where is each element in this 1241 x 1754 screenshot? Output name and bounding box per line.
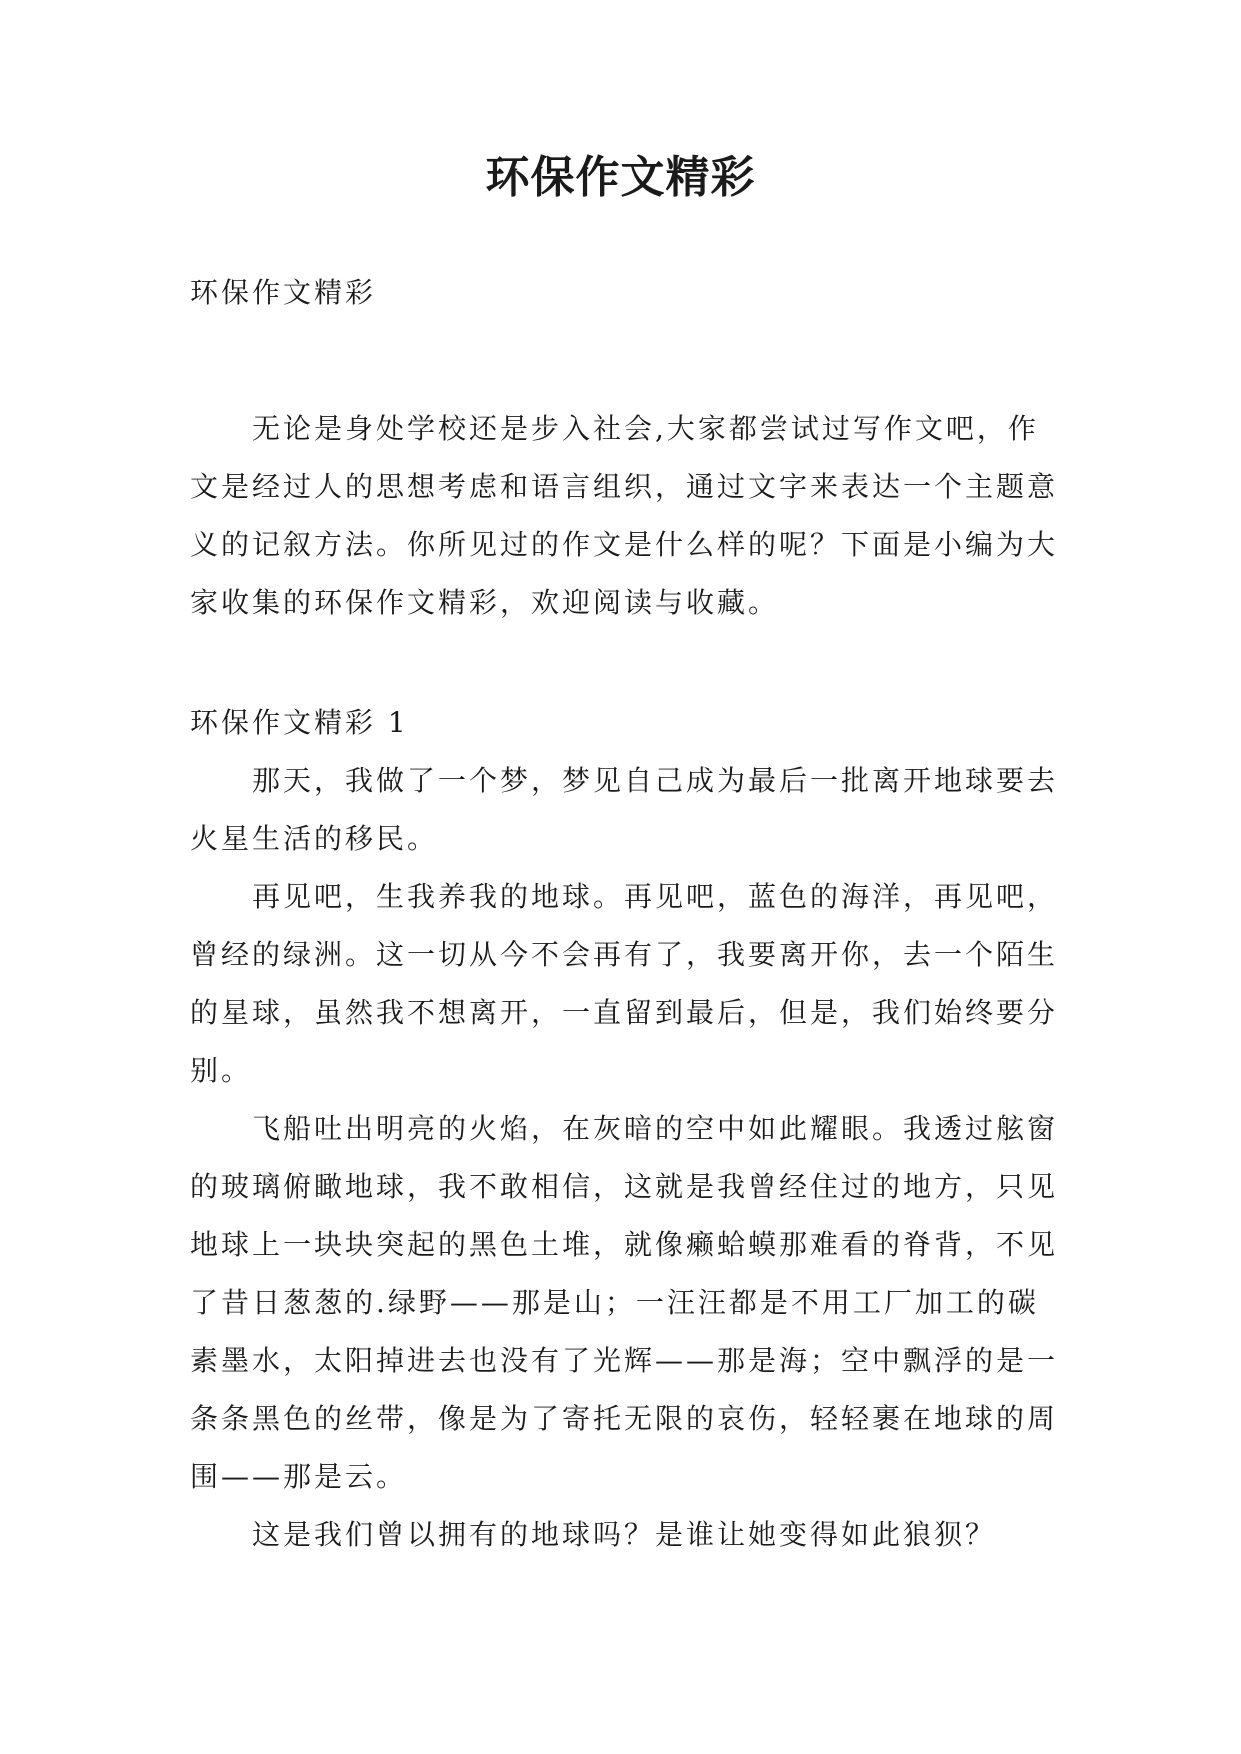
document-subtitle: 环保作文精彩 [190, 276, 377, 309]
essay-paragraph-2: 再见吧，生我养我的地球。再见吧，蓝色的海洋，再见吧，曾经的绿洲。这一切从今不会再有了，我要离开你，去一个陌生的星球，虽然我不想离开，一直留到最后，但是，我们始终要分别。 [190, 880, 1059, 1087]
section-heading: 环保作文精彩 1 [190, 706, 409, 739]
essay-paragraph-4: 这是我们曾以拥有的地球吗？是谁让她变得如此狼狈？ [252, 1518, 997, 1551]
essay-paragraph-3: 飞船吐出明亮的火焰，在灰暗的空中如此耀眼。我透过舷窗的玻璃俯瞰地球，我不敢相信，这就是我曾经住过的地方，只见地球上一块块突起的黑色土堆，就像癞蛤蟆那难看的脊背，不见了昔日葱葱的.绿野——那是山；一汪汪都是不用工厂加工的碳素墨水，太阳掉进去也没有了光辉——那是海；空中飘浮的是一条条黑色的丝带，像是为了寄托无限的哀伤，轻轻裹在地球的周围——那是云。 [190, 1112, 1059, 1493]
essay-paragraph-1: 那天，我做了一个梦，梦见自己成为最后一批离开地球要去火星生活的移民。 [190, 764, 1059, 855]
essay-body [190, 752, 1060, 1564]
document-title: 环保作文精彩 [485, 152, 756, 203]
intro-text: 无论是身处学校还是步入社会,大家都尝试过写作文吧，作文是经过人的思想考虑和语言组织，通过文字来表达一个主题意义的记叙方法。你所见过的作文是什么样的呢？下面是小编为大家收集的环保作文精彩，欢迎阅读与收藏。 [190, 412, 1059, 619]
intro-paragraph [190, 400, 1060, 632]
